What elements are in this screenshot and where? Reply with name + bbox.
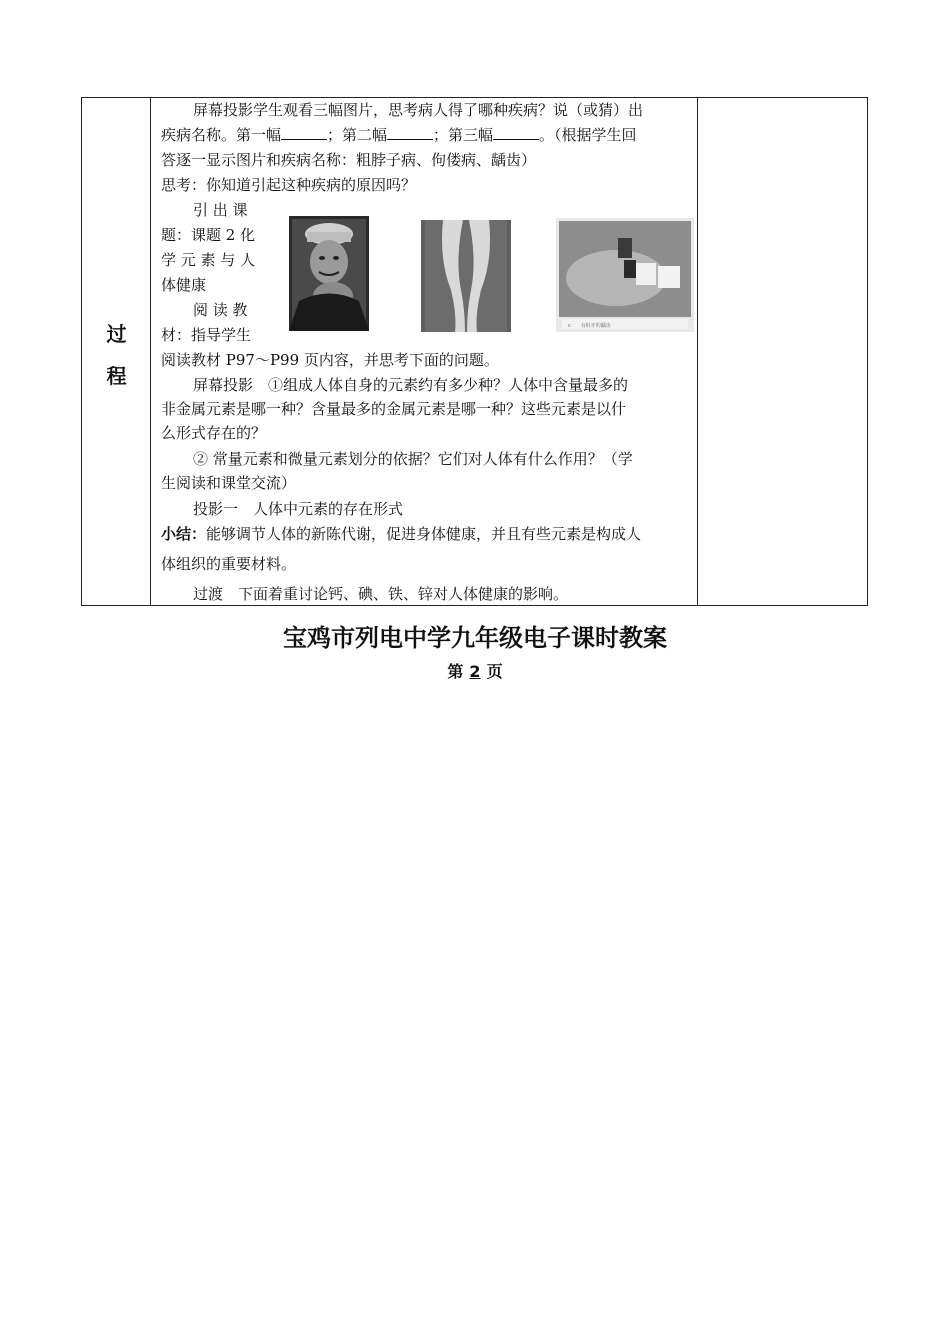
- paragraph-line: 屏幕投影 ①组成人体自身的元素约有多少种？人体中含量最多的: [193, 376, 629, 394]
- text-fragment: ；第三幅: [433, 126, 494, 144]
- lesson-plan-table: [81, 97, 868, 606]
- page-number-line: [0, 659, 950, 682]
- section-label-char-2: 程: [106, 364, 127, 388]
- paragraph-line: ② 常量元素和微量元素划分的依据？它们对人体有什么作用？（学: [193, 450, 633, 468]
- text-fragment: ；第二幅: [327, 126, 388, 144]
- paragraph-line: 材：指导学生: [161, 326, 252, 344]
- section-label-cell: [82, 98, 151, 605]
- summary-text: 能够调节人体的新陈代谢，促进身体健康，并且有些元素是构成人: [206, 525, 642, 543]
- paragraph-line: 体组织的重要材料。: [161, 555, 297, 573]
- paragraph-line: 题：课题 2 化: [161, 226, 256, 244]
- text-fragment: 疾病名称。第一幅: [161, 126, 282, 144]
- notes-cell: [698, 98, 867, 605]
- fill-blank-2: [387, 124, 433, 140]
- paragraph-line: 答逐一显示图片和疾病名称：粗脖子病、佝偻病、龋齿）: [161, 151, 537, 169]
- paragraph-line: [161, 124, 637, 146]
- paragraph-line: 屏幕投影学生观看三幅图片，思考病人得了哪种疾病？说（或猜）出: [193, 101, 644, 119]
- photo-caption: c 有蛀牙的龋齿: [568, 323, 611, 329]
- paragraph-line: 阅读教材 P97～P99 页内容，并思考下面的问题。: [161, 351, 499, 369]
- fill-blank-3: [493, 124, 539, 140]
- page-suffix: 页: [486, 662, 503, 681]
- paragraph-line: 过渡 下面着重讨论钙、碘、铁、锌对人体健康的影响。: [193, 585, 569, 603]
- page-prefix: 第: [447, 662, 464, 681]
- text-fragment: 。（根据学生回: [539, 126, 637, 144]
- section-label-char-1: 过: [106, 322, 127, 346]
- summary-label: 小结：: [161, 525, 207, 543]
- footer-title: 宝鸡市列电中学九年级电子课时教案: [283, 624, 667, 652]
- summary-line: [161, 523, 641, 545]
- page-number: 2: [469, 662, 481, 681]
- rickets-legs-photo: [421, 220, 511, 332]
- paragraph-line: 引 出 课: [193, 201, 248, 219]
- paragraph-line: 投影一 人体中元素的存在形式: [193, 500, 404, 518]
- tooth-decay-photo: [556, 218, 694, 332]
- lesson-content-cell: [151, 98, 698, 605]
- paragraph-line: 体健康: [161, 276, 207, 294]
- paragraph-line: 生阅读和课堂交流）: [161, 474, 297, 492]
- paragraph-line: 么形式存在的？: [161, 424, 267, 442]
- fill-blank-1: [281, 124, 327, 140]
- paragraph-line: 阅 读 教: [193, 301, 248, 319]
- paragraph-line: 非金属元素是哪一种？含量最多的金属元素是哪一种？这些元素是以什: [161, 400, 627, 418]
- paragraph-line: 学 元 素 与 人: [161, 251, 256, 269]
- paragraph-line: 思考：你知道引起这种疾病的原因吗？: [161, 176, 417, 194]
- goiter-patient-photo: [289, 216, 369, 331]
